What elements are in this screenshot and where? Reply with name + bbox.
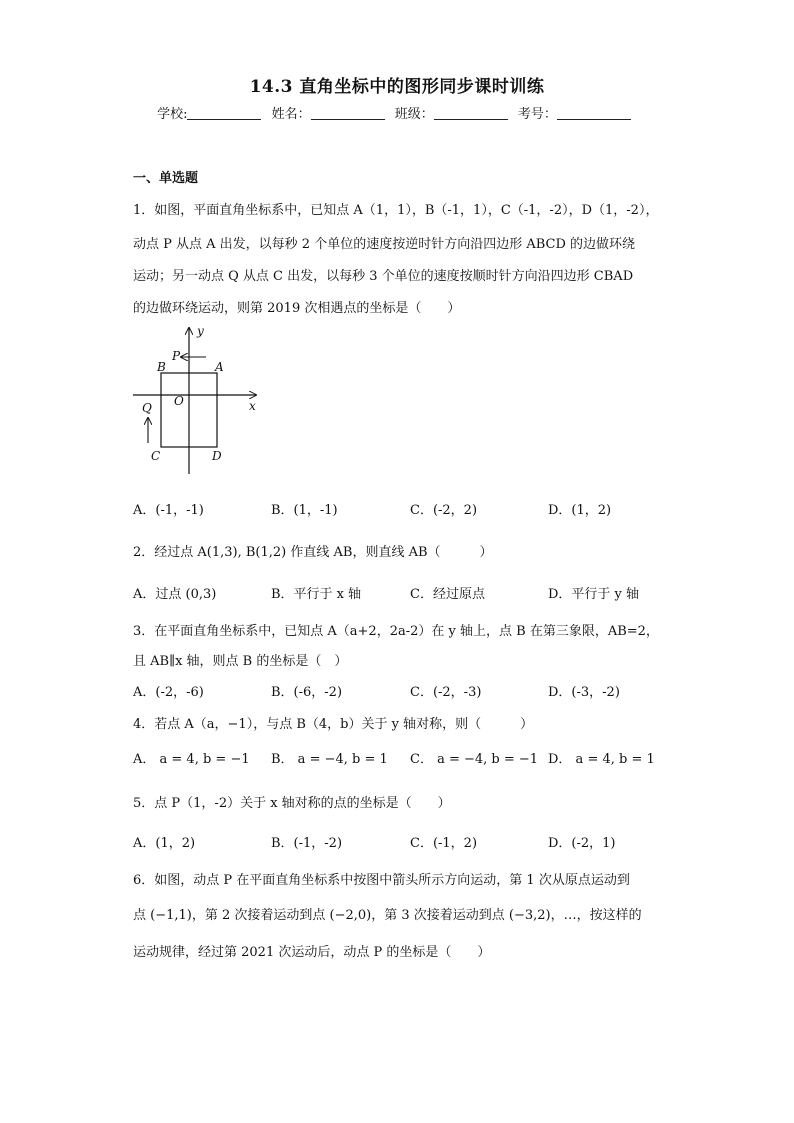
name-label: 姓名：	[271, 107, 311, 122]
q1-option-d[interactable]: D．(1，2)	[548, 503, 612, 518]
q1-line-3: 运动；另一动点 Q 从点 C 出发，以每秒 3 个单位的速度按顺时针方向沿四边形 CBAD	[133, 269, 634, 284]
section-title: 一、单选题	[133, 171, 199, 186]
q6-line-2: 点 (−1,1)，第 2 次接着运动到点 (−2,0)，第 3 次接着运动到点 (−3,2)，…，按这样的	[133, 908, 642, 923]
q5-option-b[interactable]: B．(-1，-2)	[271, 836, 343, 851]
class-label: 班级：	[394, 107, 434, 122]
p-label: P	[172, 349, 181, 363]
q3-option-a[interactable]: A．(-2，-6)	[133, 685, 204, 700]
q4-option-a[interactable]: A． a = 4, b = −1	[133, 752, 250, 767]
y-label: y	[197, 324, 204, 338]
student-info-row	[0, 103, 794, 122]
q1-option-c[interactable]: C．(-2，2)	[410, 503, 478, 518]
q6-line-1: 6．如图，动点 P 在平面直角坐标系中按图中箭头所示方向运动，第 1 次从原点运动到	[133, 873, 630, 888]
name-blank[interactable]	[311, 107, 385, 120]
q3-option-c[interactable]: C．(-2，-3)	[410, 685, 482, 700]
id-blank[interactable]	[557, 107, 631, 120]
q1-line-1: 1．如图，平面直角坐标系中，已知点 A（1，1），B（-1，1），C（-1，-2），D（1，-2），	[133, 203, 659, 218]
q3-option-b[interactable]: B．(-6，-2)	[271, 685, 343, 700]
q3-line-2: 且 AB∥x 轴，则点 B 的坐标是（ ）	[133, 654, 348, 669]
q2-text: 2．经过点 A(1,3), B(1,2) 作直线 AB，则直线 AB（ ）	[133, 545, 493, 560]
q4-option-c[interactable]: C． a = −4, b = −1	[410, 752, 539, 767]
q4-option-d[interactable]: D． a = 4, b = 1	[548, 752, 655, 767]
q1-option-b[interactable]: B．(1，-1)	[271, 503, 338, 518]
c-label: C	[151, 449, 161, 463]
q5-option-a[interactable]: A．(1，2)	[133, 836, 196, 851]
school-blank[interactable]	[187, 107, 261, 120]
a-label: A	[215, 360, 224, 374]
q1-figure	[128, 322, 268, 477]
q4-option-b[interactable]: B． a = −4, b = 1	[271, 752, 388, 767]
q1-line-4: 的边做环绕运动，则第 2019 次相遇点的坐标是（ ）	[133, 301, 461, 316]
q2-option-d[interactable]: D．平行于 y 轴	[548, 587, 640, 602]
id-label: 考号：	[517, 107, 557, 122]
q5-option-d[interactable]: D．(-2，1)	[548, 836, 616, 851]
q2-option-c[interactable]: C．经过原点	[410, 587, 485, 602]
q1-option-a[interactable]: A．(-1，-1)	[133, 503, 204, 518]
q3-line-1: 3．在平面直角坐标系中，已知点 A（a+2，2a-2）在 y 轴上，点 B 在第三象限，AB=2，	[133, 624, 659, 639]
q5-option-c[interactable]: C．(-1，2)	[410, 836, 478, 851]
x-label: x	[249, 399, 256, 413]
class-blank[interactable]	[434, 107, 508, 120]
o-label: O	[174, 394, 184, 408]
school-label: 学校:	[157, 107, 188, 122]
q2-option-a[interactable]: A．过点 (0,3)	[133, 587, 217, 602]
b-label: B	[157, 360, 166, 374]
q4-text: 4．若点 A（a，−1），与点 B（4，b）关于 y 轴对称，则（ ）	[133, 717, 534, 732]
q5-text: 5．点 P（1，-2）关于 x 轴对称的点的坐标是（ ）	[133, 796, 451, 811]
d-label: D	[212, 449, 222, 463]
page-title: 14.3 直角坐标中的图形同步课时训练	[249, 77, 545, 97]
q3-option-d[interactable]: D．(-3，-2)	[548, 685, 620, 700]
q6-line-3: 运动规律，经过第 2021 次运动后，动点 P 的坐标是（ ）	[133, 945, 491, 960]
q1-line-2: 动点 P 从点 A 出发，以每秒 2 个单位的速度按逆时针方向沿四边形 ABCD 的边做环绕	[133, 237, 636, 252]
q2-option-b[interactable]: B．平行于 x 轴	[271, 587, 362, 602]
q-label: Q	[142, 401, 152, 415]
